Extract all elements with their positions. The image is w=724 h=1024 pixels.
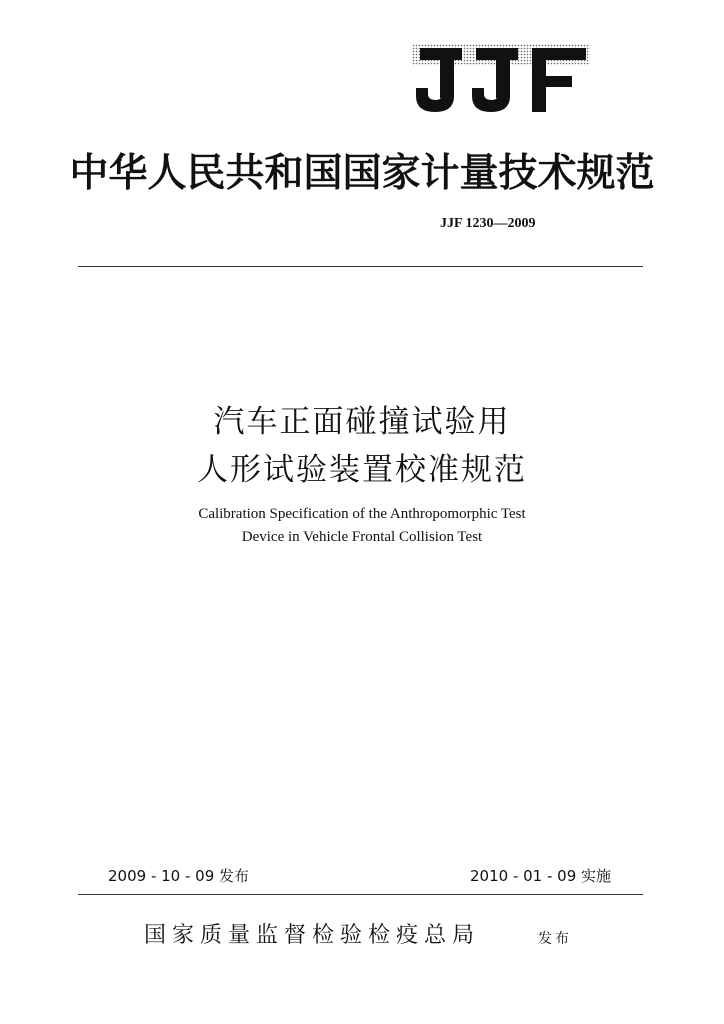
chinese-title-line-1: 汽车正面碰撞试验用 bbox=[213, 404, 511, 440]
publisher-name: 国家质量监督检验检疫总局 bbox=[144, 923, 481, 948]
logo-letter-j2 bbox=[472, 48, 518, 112]
national-standard-title: 中华人民共和国国家计量技术规范 bbox=[69, 150, 655, 196]
effective-date: 2010 - 01 - 09 实施 bbox=[470, 867, 612, 885]
standard-number: JJF 1230—2009 bbox=[440, 216, 536, 231]
chinese-title-line-2: 人形试验装置校准规范 bbox=[197, 452, 527, 488]
issue-date: 2009 - 10 - 09 发布 bbox=[108, 867, 250, 885]
english-title-line-2: Device in Vehicle Frontal Collision Test bbox=[241, 529, 483, 545]
top-divider bbox=[78, 266, 643, 267]
english-title-line-1: Calibration Specification of the Anthropomorphic Test bbox=[198, 506, 526, 522]
logo-letter-j1 bbox=[416, 48, 462, 112]
publisher-suffix: 发布 bbox=[538, 931, 572, 947]
jjf-logo bbox=[412, 44, 590, 114]
bottom-divider bbox=[78, 894, 643, 895]
logo-letter-f bbox=[532, 48, 586, 112]
